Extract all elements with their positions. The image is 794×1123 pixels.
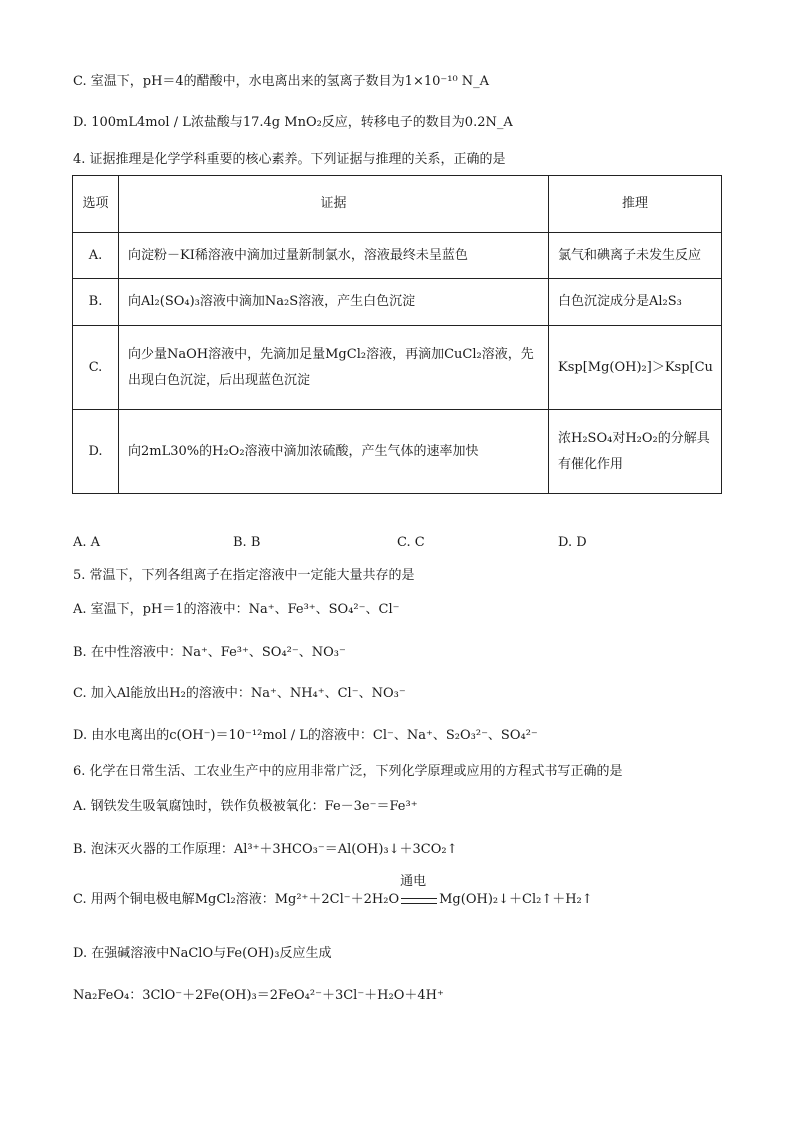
q3-option-c: C. 室温下，pH＝4的醋酸中，水电离出来的氢离子数目为1×10⁻¹⁰ N_A [73,74,490,89]
q4-stem: 4. 证据推理是化学学科重要的核心素养。下列证据与推理的关系，正确的是 [73,152,506,167]
q6-option-a: A. 钢铁发生吸氧腐蚀时，铁作负极被氧化：Fe－3e⁻＝Fe³⁺ [73,799,418,814]
q4-answer-c: C. C [397,535,425,550]
q3-option-d: D. 100mL4mol / L浓盐酸与17.4g MnO₂反应，转移电子的数目为0.2N_A [73,115,513,130]
table-row [73,410,722,494]
equals-bars [401,898,437,904]
q6-option-c [73,874,593,910]
q6-option-b: B. 泡沫灭火器的工作原理：Al³⁺＋3HCO₃⁻＝Al(OH)₃↓＋3CO₂↑ [73,842,458,857]
row-evidence: 向淀粉－KI稀溶液中滴加过量新制氯水，溶液最终未呈蓝色 [119,233,549,279]
row-evidence: 向Al₂(SO₄)₃溶液中滴加Na₂S溶液，产生白色沉淀 [119,279,549,326]
row-inference [549,410,722,494]
q6-option-d: D. 在强碱溶液中NaClO与Fe(OH)₃反应生成 [73,946,332,961]
row-inference-text: 浓H₂SO₄对H₂O₂的分解具有催化作用 [558,430,710,472]
row-inference: 氯气和碘离子未发生反应 [549,233,722,279]
q5-option-a: A. 室温下，pH＝1的溶液中：Na⁺、Fe³⁺、SO₄²⁻、Cl⁻ [73,602,400,617]
table-row [73,326,722,410]
row-inference: Ksp[Mg(OH)₂]＞Ksp[Cu [549,326,722,410]
row-evidence [119,326,549,410]
row-option: B. [73,279,119,326]
q4-answer-b: B. B [233,535,261,550]
table-row [73,279,722,326]
q6-option-d-equation: Na₂FeO₄：3ClO⁻＋2Fe(OH)₃＝2FeO₄²⁻＋3Cl⁻＋H₂O＋4H⁺ [73,988,444,1003]
table-row [73,233,722,279]
row-option: D. [73,410,119,494]
row-evidence: 向2mL30%的H₂O₂溶液中滴加浓硫酸，产生气体的速率加快 [119,410,549,494]
q6-c-arrow [399,874,439,910]
q6-c-condition: 通电 [400,874,427,889]
row-option: A. [73,233,119,279]
q5-option-c: C. 加入Al能放出H₂的溶液中：Na⁺、NH₄⁺、Cl⁻、NO₃⁻ [73,686,406,701]
header-inference: 推理 [549,176,722,233]
q5-stem: 5. 常温下，下列各组离子在指定溶液中一定能大量共存的是 [73,568,415,583]
row-evidence-text: 向少量NaOH溶液中，先滴加足量MgCl₂溶液，再滴加CuCl₂溶液，先出现白色沉淀，后出现蓝色沉淀 [128,346,534,388]
row-inference: 白色沉淀成分是Al₂S₃ [549,279,722,326]
q5-option-d: D. 由水电离出的c(OH⁻)＝10⁻¹²mol / L的溶液中：Cl⁻、Na⁺、S₂O₃²⁻、SO₄²⁻ [73,728,538,743]
q4-answer-a: A. A [73,535,101,550]
q5-option-b: B. 在中性溶液中：Na⁺、Fe³⁺、SO₄²⁻、NO₃⁻ [73,645,346,660]
q6-c-prefix: C. 用两个铜电极电解MgCl₂溶液：Mg²⁺＋2Cl⁻＋2H₂O [73,892,400,907]
q6-c-suffix: Mg(OH)₂↓＋Cl₂↑＋H₂↑ [439,892,593,907]
header-evidence: 证据 [119,176,549,233]
q6-stem: 6. 化学在日常生活、工农业生产中的应用非常广泛，下列化学原理或应用的方程式书写正确的是 [73,764,623,779]
evidence-table [72,175,722,494]
row-option: C. [73,326,119,410]
table-header-row [73,176,722,233]
header-option: 选项 [73,176,119,233]
q4-answer-d: D. D [558,535,587,550]
